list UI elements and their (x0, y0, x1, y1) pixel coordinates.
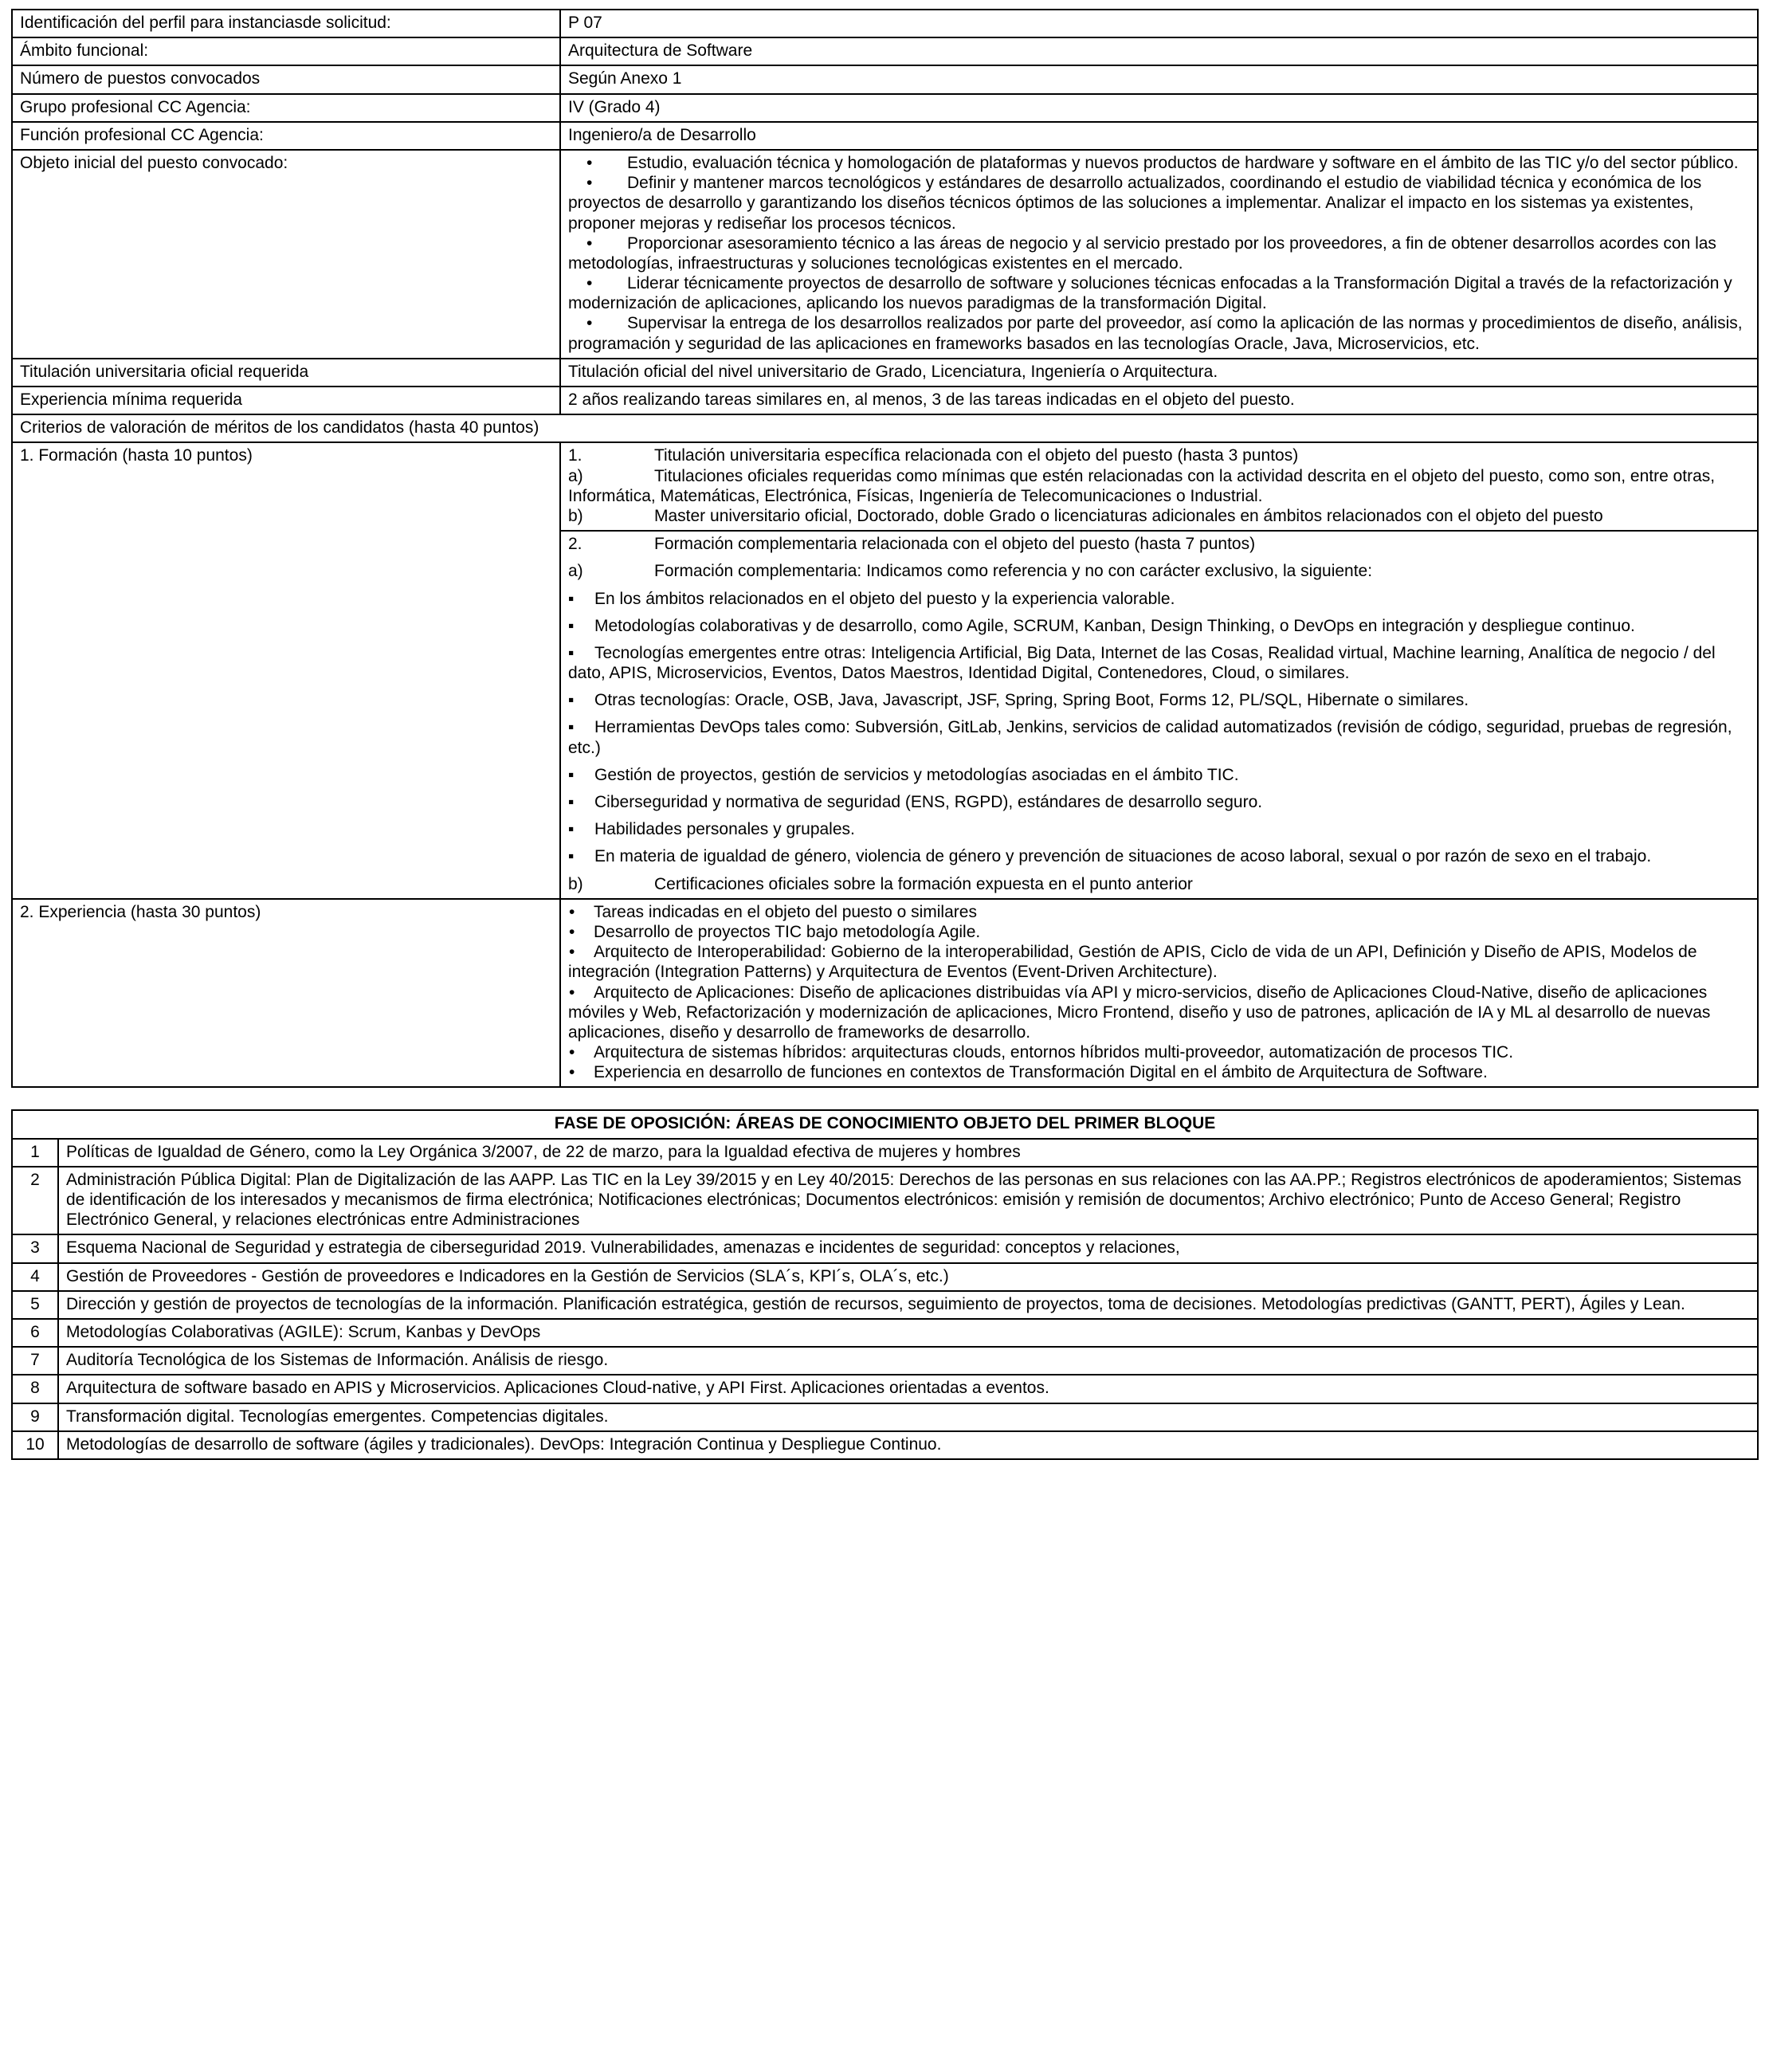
row-label: 1. Formación (hasta 10 puntos) (12, 442, 560, 898)
bullet-item: • Arquitecto de Aplicaciones: Diseño de aplicaciones distribuidas vía API y micro-servicios, diseño de Aplicaciones Cloud-Native, diseño de aplicaciones móviles y Web, Refactorización y modernización de aplicaciones, Micro Frontend, diseño y uso de patrones, aplicación de IA y ML al desarrollo de nuevas aplicaciones, diseño y desarrollo de frameworks de desarrollo. (568, 983, 1750, 1043)
row-number: 8 (12, 1375, 58, 1403)
profile-table (11, 9, 1759, 1088)
numbered-paragraph (568, 445, 1750, 465)
numbered-paragraph (568, 466, 1750, 506)
table-row (12, 1291, 1758, 1319)
table-row (12, 10, 1758, 37)
bullet-item: ▪ Gestión de proyectos, gestión de servicios y metodologías asociadas en el ámbito TIC. (568, 765, 1750, 785)
row-number: 6 (12, 1319, 58, 1347)
row-number: 3 (12, 1234, 58, 1262)
table-row (12, 1431, 1758, 1459)
row-label: Grupo profesional CC Agencia: (12, 94, 560, 122)
row-value: IV (Grado 4) (560, 94, 1758, 122)
row-value: Ingeniero/a de Desarrollo (560, 122, 1758, 150)
bullet-item: • Definir y mantener marcos tecnológicos y estándares de desarrollo actualizados, coordinando el estudio de viabilidad técnica y económica de los proyectos de desarrollo y garantizando los diseños técnicos óptimos de las soluciones a implementar. Analizar el impacto en los sistemas ya existentes, proponer mejoras y rediseñar los procesos técnicos. (568, 173, 1750, 233)
row-text: Metodologías Colaborativas (AGILE): Scrum, Kanbas y DevOps (58, 1319, 1758, 1347)
paragraph-text: Titulación universitaria específica relacionada con el objeto del puesto (hasta 3 puntos) (654, 446, 1299, 465)
table-row (12, 1347, 1758, 1375)
bullet-item: • Liderar técnicamente proyectos de desarrollo de software y soluciones técnicas enfocadas a la Transformación Digital a través de la refactorización y modernización de aplicaciones, aplicando los nuevos paradigmas de la transformación Digital. (568, 273, 1750, 313)
row-text: Transformación digital. Tecnologías emergentes. Competencias digitales. (58, 1403, 1758, 1431)
row-label: Objeto inicial del puesto convocado: (12, 150, 560, 359)
row-label: Número de puestos convocados (12, 65, 560, 93)
formacion-block-2 (560, 531, 1758, 899)
fase-oposicion-table (11, 1109, 1759, 1459)
row-label: Ámbito funcional: (12, 37, 560, 65)
paragraph-text: Formación complementaria relacionada con el objeto del puesto (hasta 7 puntos) (654, 535, 1256, 554)
table-row (12, 37, 1758, 65)
bullet-item: • Desarrollo de proyectos TIC bajo metodología Agile. (568, 922, 1750, 942)
paragraph-text: Master universitario oficial, Doctorado, doble Grado o licenciaturas adicionales en ámbitos relacionados con el objeto del puesto (654, 506, 1603, 525)
numbered-paragraph (568, 561, 1750, 581)
bullet-item: ▪ Herramientas DevOps tales como: Subversión, GitLab, Jenkins, servicios de calidad automatizados (revisión de código, seguridad, pruebas de regresión, etc.) (568, 717, 1750, 757)
bullet-item: ▪ Otras tecnologías: Oracle, OSB, Java, Javascript, JSF, Spring, Spring Boot, Forms 12, PL/SQL, Hibernate o similares. (568, 690, 1750, 710)
formacion-block-1 (560, 442, 1758, 531)
numbered-paragraph (568, 874, 1750, 894)
bullet-item: ▪ Tecnologías emergentes entre otras: Inteligencia Artificial, Big Data, Internet de las Cosas, Realidad virtual, Machine learning, Analítica de negocio / del dato, APIS, Microservicios, Eventos, Datos Maestros, Identidad Digital, Contenedores, Cloud, o similares. (568, 643, 1750, 683)
row-number: 1 (12, 1139, 58, 1167)
bullet-item: ▪ Ciberseguridad y normativa de seguridad (ENS, RGPD), estándares de desarrollo seguro. (568, 792, 1750, 812)
row-text: Metodologías de desarrollo de software (ágiles y tradicionales). DevOps: Integración Continua y Despliegue Continuo. (58, 1431, 1758, 1459)
row-value: Según Anexo 1 (560, 65, 1758, 93)
row-label: 2. Experiencia (hasta 30 puntos) (12, 899, 560, 1088)
row-number: 9 (12, 1403, 58, 1431)
row-text: Auditoría Tecnológica de los Sistemas de Información. Análisis de riesgo. (58, 1347, 1758, 1375)
table-row (12, 387, 1758, 414)
numbered-paragraph (568, 534, 1750, 554)
row-number: 2 (12, 1167, 58, 1235)
table-row (12, 65, 1758, 93)
row-value (560, 150, 1758, 359)
list-marker: 1. (568, 446, 582, 465)
table-row (12, 1167, 1758, 1235)
table-row (12, 1139, 1758, 1167)
table-row (12, 1234, 1758, 1262)
list-marker: b) (568, 874, 583, 893)
numbered-paragraph (568, 506, 1750, 526)
row-text: Arquitectura de software basado en APIS y Microservicios. Aplicaciones Cloud-native, y API First. Aplicaciones orientadas a eventos. (58, 1375, 1758, 1403)
table-row-criterios (12, 414, 1758, 442)
list-marker: a) (568, 466, 583, 485)
table-row (12, 94, 1758, 122)
row-label: Identificación del perfil para instanciasde solicitud: (12, 10, 560, 37)
row-label: Función profesional CC Agencia: (12, 122, 560, 150)
table-row-formacion (12, 442, 1758, 531)
bullet-item: • Tareas indicadas en el objeto del puesto o similares (568, 902, 1750, 922)
paragraph-text: Titulaciones oficiales requeridas como mínimas que estén relacionadas con la actividad descrita en el objeto del puesto, como son, entre otras, Informática, Matemáticas, Electrónica, Físicas, Ingeniería de Telecomunicaciones o Industrial. (568, 466, 1716, 505)
bullet-item: ▪ En los ámbitos relacionados en el objeto del puesto y la experiencia valorable. (568, 589, 1750, 609)
list-marker: b) (568, 506, 583, 525)
paragraph-text: Formación complementaria: Indicamos como referencia y no con carácter exclusivo, la siguiente: (654, 562, 1373, 581)
row-text: Dirección y gestión de proyectos de tecnologías de la información. Planificación estratégica, gestión de recursos, seguimiento de proyectos, toma de decisiones. Metodologías predictivas (GANTT, PERT), Ágiles y Lean. (58, 1291, 1758, 1319)
row-value: Arquitectura de Software (560, 37, 1758, 65)
bullet-item: ▪ En materia de igualdad de género, violencia de género y prevención de situaciones de acoso laboral, sexual o por razón de sexo en el trabajo. (568, 846, 1750, 866)
row-value: P 07 (560, 10, 1758, 37)
bullet-item: • Arquitectura de sistemas híbridos: arquitecturas clouds, entornos híbridos multi-proveedor, automatización de procesos TIC. (568, 1042, 1750, 1062)
row-value (560, 899, 1758, 1088)
table-row (12, 1263, 1758, 1291)
criterios-header: Criterios de valoración de méritos de los candidatos (hasta 40 puntos) (12, 414, 1758, 442)
bullet-item: • Supervisar la entrega de los desarrollos realizados por parte del proveedor, así como la aplicación de las normas y procedimientos de diseño, análisis, programación y seguridad de las aplicaciones en frameworks basados en las tecnologías Oracle, Java, Microservicios, etc. (568, 313, 1750, 353)
row-value: 2 años realizando tareas similares en, al menos, 3 de las tareas indicadas en el objeto del puesto. (560, 387, 1758, 414)
bullet-item: ▪ Metodologías colaborativas y de desarrollo, como Agile, SCRUM, Kanban, Design Thinking, o DevOps en integración y despliegue continuo. (568, 616, 1750, 636)
row-text: Políticas de Igualdad de Género, como la Ley Orgánica 3/2007, de 22 de marzo, para la Igualdad efectiva de mujeres y hombres (58, 1139, 1758, 1167)
row-text: Esquema Nacional de Seguridad y estrategia de ciberseguridad 2019. Vulnerabilidades, amenazas e incidentes de seguridad: conceptos y relaciones, (58, 1234, 1758, 1262)
row-text: Gestión de Proveedores - Gestión de proveedores e Indicadores en la Gestión de Servicios (SLA´s, KPI´s, OLA´s, etc.) (58, 1263, 1758, 1291)
table-row (12, 1319, 1758, 1347)
bullet-item: • Experiencia en desarrollo de funciones en contextos de Transformación Digital en el ámbito de Arquitectura de Software. (568, 1062, 1750, 1082)
row-number: 4 (12, 1263, 58, 1291)
table-row (12, 122, 1758, 150)
row-value: Titulación oficial del nivel universitario de Grado, Licenciatura, Ingeniería o Arquitectura. (560, 359, 1758, 387)
fase-table-title: FASE DE OPOSICIÓN: ÁREAS DE CONOCIMIENTO OBJETO DEL PRIMER BLOQUE (12, 1110, 1758, 1138)
row-number: 7 (12, 1347, 58, 1375)
list-marker: 2. (568, 535, 582, 554)
table-row (12, 1403, 1758, 1431)
row-number: 10 (12, 1431, 58, 1459)
table-row-objeto (12, 150, 1758, 359)
row-number: 5 (12, 1291, 58, 1319)
bullet-item: • Proporcionar asesoramiento técnico a las áreas de negocio y al servicio prestado por los proveedores, a fin de obtener desarrollos acordes con las metodologías, infraestructuras y soluciones tecnológicas existentes en el mercado. (568, 233, 1750, 273)
fase-title-row (12, 1110, 1758, 1138)
bullet-item: • Arquitecto de Interoperabilidad: Gobierno de la interoperabilidad, Gestión de APIS, Ciclo de vida de un API, Definición y Diseño de APIS, Modelos de integración (Integration Patterns) y Arquitectura de Eventos (Event-Driven Architecture). (568, 942, 1750, 982)
row-text: Administración Pública Digital: Plan de Digitalización de las AAPP. Las TIC en la Ley 39/2015 y en Ley 40/2015: Derechos de las personas en sus relaciones con las AA.PP.; Registros electrónicos de apoderamientos; Sistemas de identificación de los interesados y mecanismos de firma electrónica; Notificaciones electrónicas; Documentos electrónicos: emisión y remisión de documentos; Archivo electrónico; Punto de Acceso General; Registro Electrónico General, y relaciones electrónicas entre Administraciones (58, 1167, 1758, 1235)
bullet-item: ▪ Habilidades personales y grupales. (568, 819, 1750, 839)
list-marker: a) (568, 562, 583, 581)
paragraph-text: Certificaciones oficiales sobre la formación expuesta en el punto anterior (654, 874, 1193, 893)
row-label: Experiencia mínima requerida (12, 387, 560, 414)
table-row (12, 1375, 1758, 1403)
row-label: Titulación universitaria oficial requerida (12, 359, 560, 387)
table-row-experiencia (12, 899, 1758, 1088)
bullet-item: • Estudio, evaluación técnica y homologación de plataformas y nuevos productos de hardware y software en el ámbito de las TIC y/o del sector público. (568, 153, 1750, 173)
table-row (12, 359, 1758, 387)
